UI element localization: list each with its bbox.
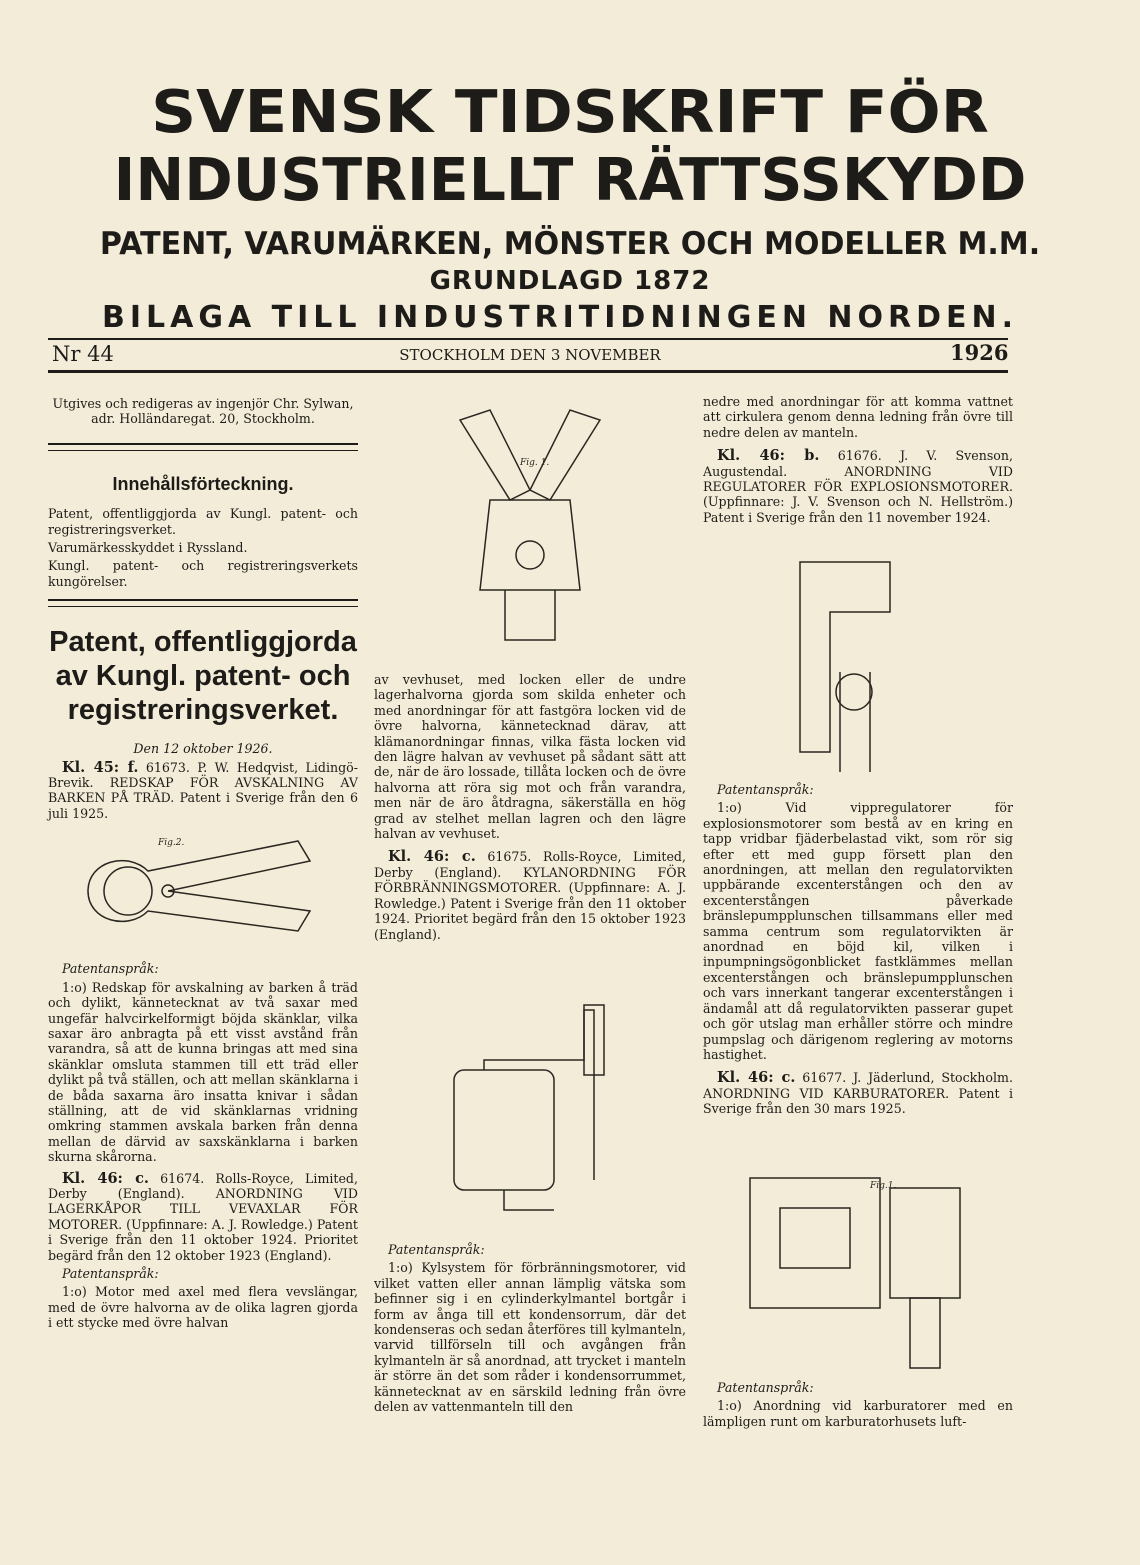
masthead-rule [48, 338, 1008, 340]
column-2 [374, 672, 686, 945]
issue-place-date: STOCKHOLM DEN 3 NOVEMBER [399, 346, 661, 364]
figure-regulator [790, 552, 930, 782]
claim-61677: 1:o) Anordning vid karburatorer med en lämpligen runt om karburatorhusets luft- [703, 1398, 1013, 1429]
claim-61676: 1:o) Vid vippregulatorer för explosionsmotorer som bestå av en kring en tapp vridbar fjäderbelastad vikt, som rör sig efter ett med gupp försett plan den anordningen, att mellan den regulatorvikten uppbärande excenterstången och den av excenterstången påverkade bränslepumpplunschen tillsammans eller med samma centrum som regulatorvikten är anordnad en böjd kil, vilken i inpumpningsögonblicket fastklämmes mellan excenterstången och bränslepumpplunschen och vars innerkant tangerar excenterstången i ändamål att då regulatorvikten passerar gupet och gör utslag man erhåller större och mindre pumpslag och därigenom reglering av motorns hastighet. [703, 800, 1013, 1062]
patent-61675: Kl. 46: c. 61675. Rolls-Royce, Limited, Derby (England). KYLANORDNING FÖR FÖRBRÄNNINGSMOTORER. (Uppfinnare: A. J. Rowledge.) Patent i Sverige från den 11 oktober 1924. Prioritet begärd från den 15 oktober 1923 (England). [374, 848, 686, 942]
figure-carburetor [740, 1148, 980, 1378]
masthead-supplement: BILAGA TILL INDUSTRITIDNINGEN NORDEN. [101, 300, 1018, 335]
rule [48, 599, 358, 607]
class-label: Kl. 46: c. [717, 1069, 796, 1087]
figure-cooling [424, 990, 634, 1230]
class-label: Kl. 46: c. [62, 1169, 149, 1187]
rule [48, 443, 358, 451]
masthead-title-line2: INDUSTRIELLT RÄTTSSKYDD [113, 145, 1027, 214]
column-3-claim [703, 782, 1013, 1120]
masthead-title-line1: SVENSK TIDSKRIFT FÖR [151, 77, 989, 146]
column-3 [703, 394, 1013, 528]
masthead-founded: GRUNDLAGD 1872 [429, 266, 711, 296]
svg-text:Fig.2.: Fig.2. [158, 838, 185, 849]
section-date: Den 12 oktober 1926. [133, 741, 273, 757]
claim-label: Patentanspråk: [388, 1242, 485, 1257]
masthead-subtitle: PATENT, VARUMÄRKEN, MÖNSTER OCH MODELLER M.M. [99, 226, 1041, 262]
issue-year: 1926 [950, 340, 1009, 365]
continued-61675: nedre med anordningar för att komma vattnet att cirkulera genom denna ledning från övre till nedre delen av manteln. [703, 394, 1013, 440]
claim-61673: 1:o) Redskap för avskalning av barken å träd och dylikt, kännetecknat av två saxar med ungefär halvcirkelformigt böjda skänklar, vilka saxar äro anbragta på ett visst avstånd från varandra, så att de kunna bringas att med sina skänklar omsluta stammen till ett träd eller dylikt på två ställen, och att mellan skänklarna i de båda saxarna äro insatta knivar i sådan ställning, att de vid skänklarnas vridning omkring stammen avskala barken från denna mellan de därvid av saxskänklarna i barken skurna skårorna. [48, 979, 358, 1165]
column-3-claim-2 [703, 1380, 1013, 1432]
figure-engine-v [420, 390, 640, 650]
claim-label: Patentanspråk: [62, 1266, 159, 1281]
svg-text:Fig.1.: Fig.1. [870, 1181, 897, 1191]
patent-61677: Kl. 46: c. 61677. J. Jäderlund, Stockholm. ANORDNING VID KARBURATORER. Patent i Sverige från den 30 mars 1925. [703, 1069, 1013, 1117]
patent-61674: Kl. 46: c. 61674. Rolls-Royce, Limited, Derby (England). ANORDNING VID LAGERKÅPOR TILL VEVAXLAR FÖR MOTORER. (Uppfinnare: A. J. Rowledge.) Patent i Sverige från den 11 oktober 1924. Prioritet begärd från den 12 oktober 1923 (England). [48, 1169, 359, 1263]
class-label: Kl. 46: c. [388, 848, 476, 866]
class-label: Kl. 46: b. [717, 447, 820, 465]
issue-rule [48, 370, 1008, 373]
patent-61673: Kl. 45: f. 61673. P. W. Hedqvist, Lidingö-Brevik. REDSKAP FÖR AVSKALNING AV BARKEN PÅ TRÄD. Patent i Sverige från den 6 juli 1925. [48, 758, 358, 821]
claim-label: Patentanspråk: [717, 782, 814, 797]
claim-61675: 1:o) Kylsystem för förbränningsmotorer, vid vilket vatten eller annan lämplig vätska som befinner sig i en cylinderkylmantel bortgår i form av ånga till ett kondensorrum, där det kondenseras och sedan återföres till kylmanteln, varvid tillförseln till och avgången från kylmanteln är så anordnad, att trycket i manteln är större än det som råder i kondensorrummet, kännetecknat av en särskild ledning från övre delen av vattenmanteln till den [374, 1260, 686, 1415]
section-heading: Patent, offentliggjorda av Kungl. patent- och registreringsverket. [49, 626, 357, 727]
contents-heading: Innehållsförteckning. [112, 473, 294, 494]
contents-item: Varumärkesskyddet i Ryssland. [48, 540, 248, 556]
contents-item: Kungl. patent- och registreringsverkets kungörelser. [48, 558, 358, 589]
claim-label: Patentanspråk: [62, 961, 159, 977]
class-label: Kl. 45: f. [62, 758, 139, 776]
patent-61676: Kl. 46: b. 61676. J. V. Svenson, Augustendal. ANORDNING VID REGULATORER FÖR EXPLOSIONSMOTORER. (Uppfinnare: J. V. Svenson och N. Hellström.) Patent i Sverige från den 11 november 1924. [703, 447, 1013, 525]
continued-61674: av vevhuset, med locken eller de undre lagerhalvorna gjorda som skilda enheter och med anordningar för att fastgöra locken vid de övre halvorna, kännetecknad därav, att klämanordningar finnas, vilka fästa locken vid den lägre halvan av vevhuset på sådant sätt att de, när de äro lossade, tillåta locken och de övre halvorna att röra sig mot och från varandra, men när de äro åtdragna, säkerställa en hög grad av stelhet mellan lagren och den lägre halvan av vevhuset. [374, 672, 686, 842]
editor-note: Utgives och redigeras av ingenjör Chr. Sylwan, adr. Holländaregat. 20, Stockholm. [52, 396, 354, 427]
issue-number: Nr 44 [52, 342, 114, 366]
claim-61674: 1:o) Motor med axel med flera vevslängar, med de övre halvorna av de olika lagren gjorda i ett stycke med övre halvan [48, 1284, 358, 1331]
claim-label: Patentanspråk: [717, 1380, 814, 1395]
svg-text:Fig. 1.: Fig. 1. [520, 458, 550, 468]
contents-item: Patent, offentliggjorda av Kungl. patent- och registreringsverket. [48, 506, 358, 537]
figure-bark-tool [48, 831, 358, 951]
column-2-claim [374, 1242, 686, 1417]
column-1 [48, 396, 358, 1334]
